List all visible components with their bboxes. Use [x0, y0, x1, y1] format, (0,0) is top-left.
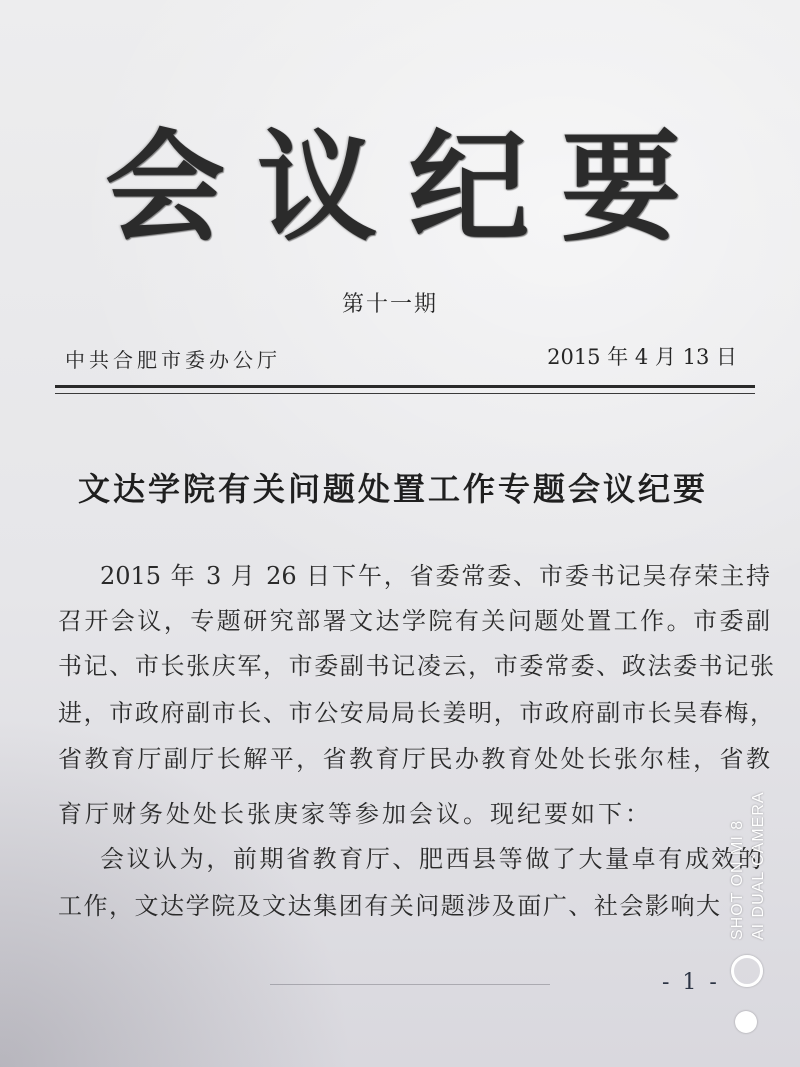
watermark-text-shot-on: SHOT ON MI 8	[729, 819, 746, 940]
body-line: 书记、市长张庆军，市委副书记凌云，市委常委、政法委书记张	[58, 652, 774, 680]
body-line: 进，市政府副市长、市公安局局长姜明，市政府副市长吴春梅，	[58, 699, 774, 727]
body-line: 召开会议，专题研究部署文达学院有关问题处置工作。市委副	[58, 607, 770, 635]
footer-rule	[270, 984, 550, 985]
body-line: 2015 年 3 月 26 日下午，省委常委、市委书记吴存荣主持	[100, 562, 770, 590]
watermark-dot-icon	[735, 1011, 757, 1033]
body-line: 省教育厅副厅长解平，省教育厅民办教育处处长张尔桂，省教	[58, 745, 770, 773]
body-line: 育厅财务处处长张庚家等参加会议。现纪要如下：	[58, 800, 652, 828]
issue-number: 第十一期	[341, 292, 438, 317]
body-line: 工作，文达学院及文达集团有关问题涉及面广、社会影响大	[58, 892, 720, 920]
masthead-rule-thick	[55, 385, 755, 388]
document-heading: 文达学院有关问题处置工作专题会议纪要	[78, 470, 709, 508]
watermark-circle-icon	[731, 955, 763, 987]
issuing-office: 中共合肥市委办公厅	[65, 348, 281, 372]
masthead-title: 会议纪要	[105, 117, 713, 258]
watermark-text-camera: AI DUAL CAMERA	[750, 791, 767, 940]
body-line: 会议认为，前期省教育厅、肥西县等做了大量卓有成效的	[100, 845, 762, 873]
issue-date: 2015 年 4 月 13 日	[547, 345, 737, 369]
masthead-rule-thin	[55, 393, 755, 394]
page-number: - 1 -	[662, 970, 720, 995]
